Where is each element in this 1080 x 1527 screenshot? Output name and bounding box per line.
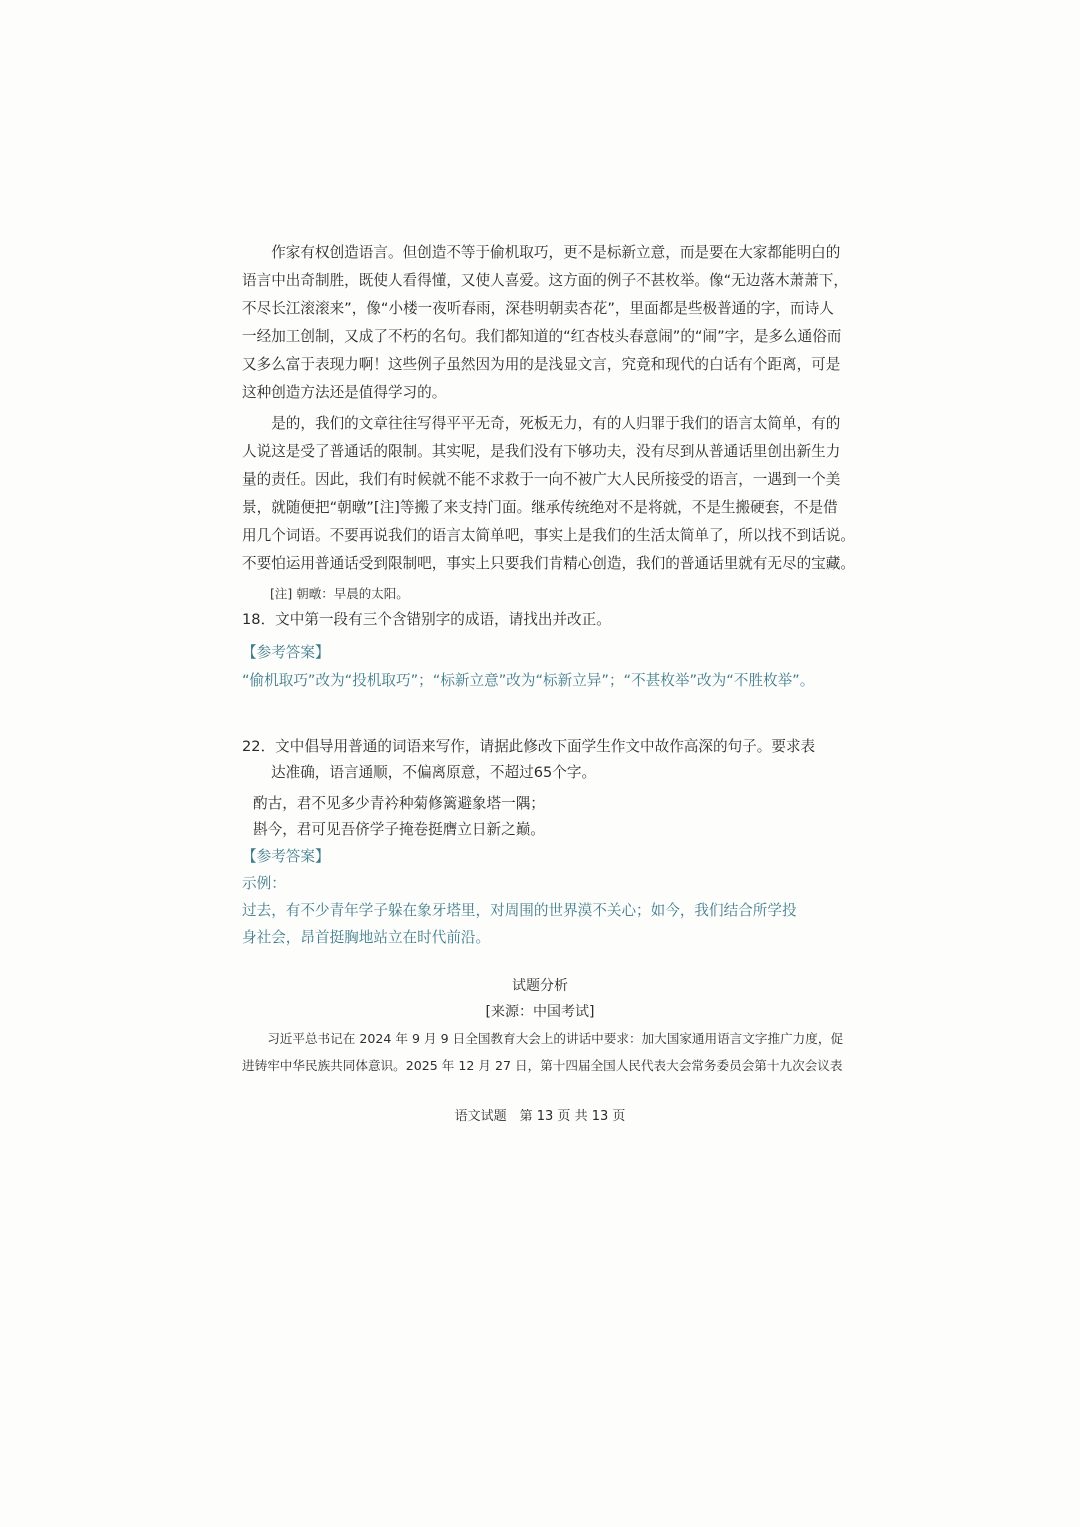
passage-line: 这种创造方法还是值得学习的。	[242, 384, 447, 401]
passage-line: 又多么富于表现力啊！这些例子虽然因为用的是浅显文言，究竟和现代的白话有个距离，可是	[242, 356, 841, 373]
q18-answer: “偷机取巧”改为“投机取巧”；“标新立意”改为“标新立异”；“不甚枚举”改为“不胜枚举”。	[242, 672, 815, 689]
q22-sentence-2: 斟今，君可见吾侪学子掩卷挺膺立日新之巅。	[253, 821, 545, 838]
question-22-line-2: 达准确，语言通顺，不偏离原意，不超过65个字。	[271, 764, 597, 781]
passage-line: 不要怕运用普通话受到限制吧，事实上只要我们肯精心创造，我们的普通话里就有无尽的宝藏。	[242, 555, 855, 572]
analysis-source: [来源：中国考试]	[485, 1004, 595, 1020]
question-22-line-1: 22．文中倡导用普通的词语来写作，请据此修改下面学生作文中故作高深的句子。要求表	[242, 738, 816, 755]
passage-line: 用几个词语。不要再说我们的语言太简单吧，事实上是我们的生活太简单了，所以找不到话说。	[242, 527, 855, 544]
passage-line: 不尽长江滚滚来”，像“小楼一夜听春雨，深巷明朝卖杏花”，里面都是些极普通的字，而诗人	[242, 300, 834, 317]
q22-example-label: 示例：	[242, 875, 286, 892]
q22-answer-label: 【参考答案】	[242, 848, 330, 865]
passage-line: 语言中出奇制胜，既使人看得懂，又使人喜爱。这方面的例子不甚枚举。像“无边落木萧萧下，	[242, 272, 848, 289]
analysis-line-1: 习近平总书记在 2024 年 9 月 9 日全国教育大会上的讲话中要求：加大国家通用语言文字推广力度，促	[242, 1031, 844, 1046]
passage-line: 人说这是受了普通话的限制。其实呢，是我们没有下够功夫，没有尽到从普通话里创出新生力	[242, 443, 841, 460]
passage-line: 景，就随便把“朝暾”[注]等搬了来支持门面。继承传统绝对不是将就，不是生搬硬套，不是借	[242, 499, 838, 516]
analysis-line-2: 进铸牢中华民族共同体意识。2025 年 12 月 27 日，第十四届全国人民代表大会常务委员会第十九次会议表	[242, 1058, 843, 1073]
passage-note: [注] 朝暾：早晨的太阳。	[270, 586, 409, 601]
q22-answer-line-1: 过去，有不少青年学子躲在象牙塔里，对周围的世界漠不关心；如今，我们结合所学投	[242, 902, 797, 919]
analysis-title: 试题分析	[512, 978, 568, 994]
passage-line: 一经加工创制，又成了不朽的名句。我们都知道的“红杏枝头春意闹”的“闹”字，是多么通俗而	[242, 328, 842, 345]
q18-answer-label: 【参考答案】	[242, 644, 330, 661]
q22-sentence-1: 酌古，君不见多少青衿种菊修篱避象塔一隅；	[253, 795, 545, 812]
passage-line: 作家有权创造语言。但创造不等于偷机取巧，更不是标新立意，而是要在大家都能明白的	[242, 244, 841, 261]
page-footer: 语文试题 第 13 页 共 13 页	[454, 1109, 626, 1124]
passage-line: 量的责任。因此，我们有时候就不能不求救于一向不被广大人民所接受的语言，一遇到一个美	[242, 471, 841, 488]
passage-line: 是的，我们的文章往往写得平平无奇，死板无力，有的人归罪于我们的语言太简单，有的	[242, 415, 841, 432]
q22-answer-line-2: 身社会，昂首挺胸地站立在时代前沿。	[242, 929, 491, 946]
question-18: 18．文中第一段有三个含错别字的成语，请找出并改正。	[242, 611, 611, 628]
